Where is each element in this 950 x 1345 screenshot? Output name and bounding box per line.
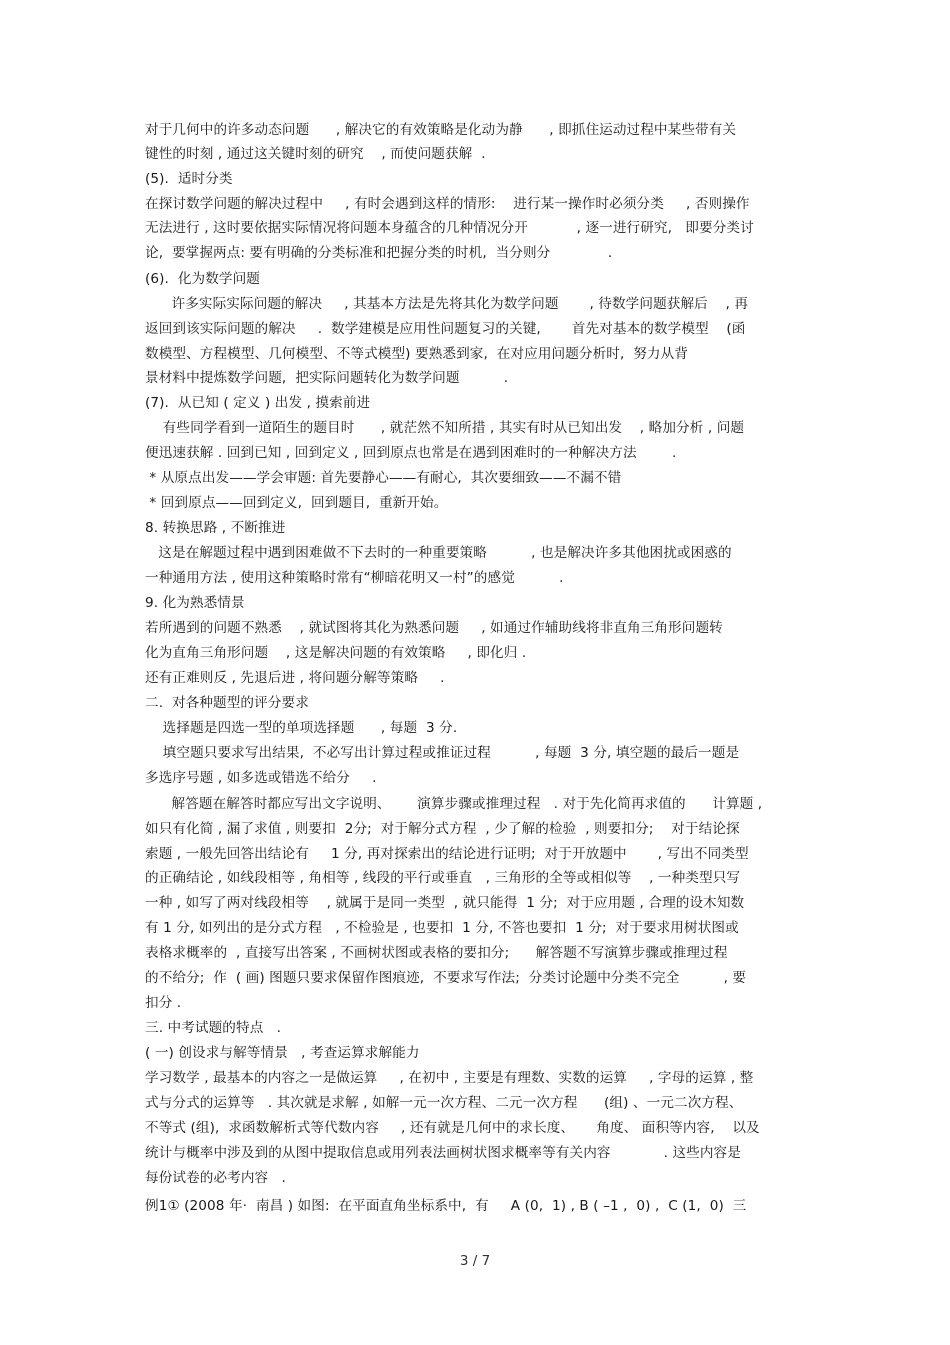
text-line: 如只有化简 , 漏了求值 , 则要扣 2分; 对于解分式方程 , 少了解的检验 , 则要扣分; 对于结论探 — [145, 821, 740, 837]
text-line: 许多实际实际问题的解决 , 其基本方法是先将其化为数学问题 , 待数学问题获解后 , 再 — [145, 296, 749, 312]
text-line: 解答题在解答时都应写出文字说明、 演算步骤或推理过程 . 对于先化简再求值的 计算题 , — [145, 796, 763, 812]
text-line: 一种通用方法 , 使用这种策略时常有“柳暗花明又一村”的感觉 . — [145, 570, 564, 586]
text-line: 对于几何中的许多动态问题 , 解决它的有效策略是化动为静 , 即抓住运动过程中某些带有关 — [145, 122, 737, 138]
text-line: 化为直角三角形问题 , 这是解决问题的有效策略 , 即化归 . — [145, 645, 527, 661]
bullet-line: * 从原点出发——学会审题: 首先要静心——有耐心, 其次要细致——不漏不错 — [145, 470, 622, 486]
bullet-line: * 回到原点——回到定义, 回到题目, 重新开始。 — [145, 495, 448, 511]
text-line: 返回到该实际问题的解决 . 数学建模是应用性问题复习的关键, 首先对基本的数学模型 (函 — [145, 321, 746, 337]
text-line: 扣分 . — [145, 995, 182, 1011]
text-line: 论, 要掌握两点: 要有明确的分类标准和把握分类的时机, 当分则分 . — [145, 245, 613, 261]
section-heading: 三. 中考试题的特点 . — [145, 1020, 282, 1036]
text-line: 多选序号题 , 如多选或错选不给分 . — [145, 770, 377, 786]
text-line: 不等式 (组), 求函数解析式等代数内容 , 还有就是几何中的求长度、 角度、 面积等内容, 以及 — [145, 1120, 760, 1136]
text-line: 索题 , 一般先回答出结论有 1 分, 再对探索出的结论进行证明; 对于开放题中 , 写出不同类型 — [145, 846, 749, 862]
section-heading: (7). 从已知 ( 定义 ) 出发 , 摸索前进 — [145, 395, 371, 411]
text-line: 每份试卷的必考内容 . — [145, 1170, 286, 1186]
section-heading: ( 一) 创设求与解等情景 , 考查运算求解能力 — [145, 1045, 420, 1061]
text-line: 有些同学看到一道陌生的题目时 , 就茫然不知所措 , 其实有时从已知出发 , 略加分析 , 问题 — [145, 420, 745, 436]
example-line: 例1① (2008 年· 南昌 ) 如图: 在平面直角坐标系中, 有 A (0, 1) , B ( –1 , 0) , C (1, 0) 三 — [145, 1198, 747, 1214]
text-line: 便迅速获解 . 回到已知 , 回到定义 , 回到原点也常是在遇到困难时的一种解决方法 . — [145, 445, 677, 461]
text-line: 这是在解题过程中遇到困难做不下去时的一种重要策略 , 也是解决许多其他困扰或困惑的 — [145, 545, 732, 561]
text-line: 表格求概率的 , 直接写出答案 , 不画树状图或表格的要扣分; 解答题不写演算步骤或推理过程 — [145, 945, 728, 961]
text-line: 数模型、方程模型、几何模型、不等式模型) 要熟悉到家, 在对应用问题分析时, 努力从背 — [145, 346, 689, 362]
page-number: 3 / 7 — [459, 1253, 491, 1269]
section-heading: (5). 适时分类 — [145, 171, 233, 187]
text-line: 无法进行 , 这时要依据实际情况将问题本身蕴含的几种情况分开 , 逐一进行研究, 即要分类讨 — [145, 220, 754, 236]
text-line: 式与分式的运算等 . 其次就是求解 , 如解一元一次方程、二元一次方程 (组) 、一元二次方程、 — [145, 1095, 743, 1111]
text-line: 学习数学 , 最基本的内容之一是做运算 , 在初中 , 主要是有理数、实数的运算 , 字母的运算 , 整 — [145, 1070, 754, 1086]
text-line: 还有正难则反 , 先退后进 , 将问题分解等策略 . — [145, 670, 445, 686]
text-line: 选择题是四选一型的单项选择题 , 每题 3 分. — [145, 720, 458, 736]
text-line: 景材料中提炼数学问题, 把实际问题转化为数学问题 . — [145, 370, 509, 386]
text-line: 若所遇到的问题不熟悉 , 就试图将其化为熟悉问题 , 如通过作辅助线将非直角三角形问题转 — [145, 620, 723, 636]
text-line: 在探讨数学问题的解决过程中 , 有时会遇到这样的情形: 进行某一操作时必须分类 , 否则操作 — [145, 196, 750, 212]
text-line: 键性的时刻 , 通过这关键时刻的研究 , 而使问题获解 . — [145, 146, 486, 162]
section-heading: 8. 转换思路 , 不断推进 — [145, 520, 286, 536]
section-heading: 9. 化为熟悉情景 — [145, 595, 245, 611]
section-heading: 二. 对各种题型的评分要求 — [145, 695, 309, 711]
text-line: 的不给分; 作 ( 画) 图题只要求保留作图痕迹, 不要求写作法; 分类讨论题中分类不完全 , 要 — [145, 970, 747, 986]
text-line: 的正确结论 , 如线段相等 , 角相等 , 线段的平行或垂直 , 三角形的全等或相似等 , 一种类型只写 — [145, 870, 741, 886]
text-line: 统计与概率中涉及到的从图中提取信息或用列表法画树状图求概率等有关内容 . 这些内容是 — [145, 1145, 741, 1161]
text-line: 有 1 分, 如列出的是分式方程 , 不检验是 , 也要扣 1 分, 不答也要扣 1 分; 对于要求用树状图或 — [145, 920, 739, 936]
section-heading: (6). 化为数学问题 — [145, 271, 260, 287]
text-line: 一种 , 如写了两对线段相等 , 就属于是同一类型 , 就只能得 1 分; 对于应用题 , 合理的设木知数 — [145, 895, 745, 911]
text-line: 填空题只要求写出结果, 不必写出计算过程或推证过程 , 每题 3 分, 填空题的最后一题是 — [145, 745, 740, 761]
